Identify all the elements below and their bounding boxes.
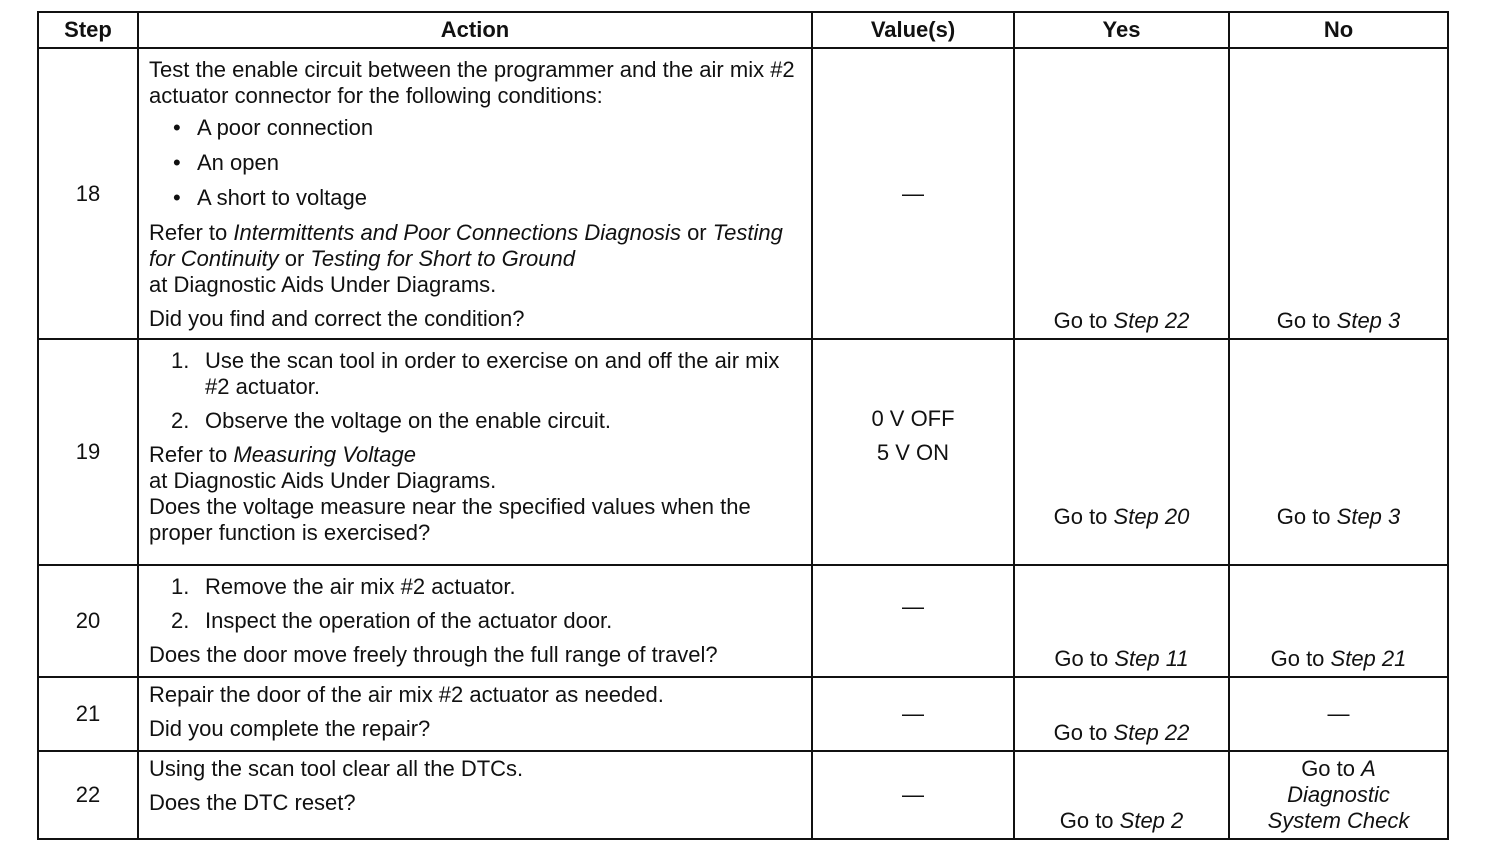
- goto-text: Go to: [1053, 308, 1114, 333]
- no-goto-line: [1230, 808, 1447, 834]
- action-cell: [138, 339, 812, 565]
- yes-step-link: Step 20: [1113, 504, 1190, 529]
- goto-text: Go to: [1054, 646, 1115, 671]
- no-step-link: A: [1361, 756, 1376, 781]
- yes-cell: [1014, 751, 1229, 839]
- goto-text: Go to: [1270, 646, 1331, 671]
- refer-prefix: Refer to: [149, 220, 234, 245]
- action-question: Did you complete the repair?: [149, 716, 431, 741]
- item-text: Inspect the operation of the actuator door.: [205, 608, 613, 633]
- table-row: [38, 565, 1448, 677]
- action-cell: [138, 565, 812, 677]
- no-step-link: Step 3: [1336, 308, 1401, 333]
- or-text: or: [278, 246, 311, 271]
- header-step: Step: [38, 12, 138, 48]
- header-values: Value(s): [812, 12, 1014, 48]
- action-cell: [138, 751, 812, 839]
- goto-text: Go to: [1053, 720, 1114, 745]
- action-question: Does the voltage measure near the specified values when the proper function is exercised?: [149, 494, 751, 545]
- action-cell: [138, 48, 812, 339]
- value-cell: —: [812, 565, 1014, 677]
- goto-text: Go to: [1053, 504, 1114, 529]
- yes-cell: [1014, 48, 1229, 339]
- action-question: Did you find and correct the condition?: [149, 306, 525, 331]
- yes-step-link: Step 22: [1113, 308, 1190, 333]
- goto-text: Go to: [1276, 504, 1337, 529]
- yes-cell: [1014, 677, 1229, 751]
- table-row: [38, 339, 1448, 565]
- table-row: [38, 751, 1448, 839]
- no-cell: [1229, 48, 1448, 339]
- reference-link: Testing for Short to Ground: [310, 246, 575, 271]
- yes-cell: [1014, 565, 1229, 677]
- list-item: [171, 608, 801, 634]
- list-item: • An open: [173, 150, 801, 176]
- value-cell: —: [812, 751, 1014, 839]
- value-cell: —: [812, 677, 1014, 751]
- header-row: [38, 12, 1448, 48]
- value-cell: [812, 339, 1014, 565]
- no-cell: —: [1229, 677, 1448, 751]
- table-row: [38, 677, 1448, 751]
- header-no: No: [1229, 12, 1448, 48]
- reference-link: Testing for Continuity: [149, 220, 783, 271]
- item-number: 2.: [171, 608, 190, 633]
- step-number: 19: [38, 339, 138, 565]
- goto-text: Go to: [1301, 756, 1362, 781]
- action-line: Using the scan tool clear all the DTCs.: [149, 756, 524, 781]
- action-cell: [138, 677, 812, 751]
- yes-step-link: Step 11: [1114, 646, 1189, 671]
- no-goto-line: [1230, 782, 1447, 808]
- step-number: 21: [38, 677, 138, 751]
- value-line: 0 V OFF: [871, 406, 955, 431]
- step-number: 22: [38, 751, 138, 839]
- table-row: [38, 48, 1448, 339]
- no-goto-line: [1230, 756, 1447, 782]
- step-number: 20: [38, 565, 138, 677]
- item-number: 1.: [171, 574, 190, 599]
- no-step-link: Step 21: [1330, 646, 1407, 671]
- no-cell: [1229, 339, 1448, 565]
- no-cell: [1229, 751, 1448, 839]
- no-step-link: System Check: [1267, 808, 1410, 833]
- condition-list: [149, 115, 801, 211]
- or-text: or: [680, 220, 713, 245]
- refer-suffix: at Diagnostic Aids Under Diagrams.: [149, 272, 497, 297]
- no-cell: [1229, 565, 1448, 677]
- list-item: [171, 348, 801, 400]
- refer-prefix: Refer to: [149, 442, 234, 467]
- item-text: Observe the voltage on the enable circuit.: [205, 408, 612, 433]
- yes-step-link: Step 2: [1119, 808, 1184, 833]
- item-number: 1.: [171, 348, 190, 373]
- item-text: Remove the air mix #2 actuator.: [205, 574, 516, 599]
- value-line: 5 V ON: [876, 440, 950, 465]
- value-cell: —: [812, 48, 1014, 339]
- no-step-link: Diagnostic: [1287, 782, 1390, 807]
- reference-link: Measuring Voltage: [233, 442, 417, 467]
- goto-text: Go to: [1059, 808, 1120, 833]
- yes-cell: [1014, 339, 1229, 565]
- refer-text: [149, 442, 801, 468]
- procedure-list: [149, 574, 801, 634]
- refer-text: [149, 220, 801, 272]
- no-step-link: Step 3: [1336, 504, 1401, 529]
- refer-suffix: at Diagnostic Aids Under Diagrams.: [149, 468, 497, 493]
- action-intro: Test the enable circuit between the programmer and the air mix #2 actuator connector for the following conditions:: [149, 57, 795, 108]
- header-yes: Yes: [1014, 12, 1229, 48]
- procedure-list: [149, 348, 801, 434]
- list-item: • A poor connection: [173, 115, 801, 141]
- diagnostic-table: [37, 11, 1449, 840]
- action-question: Does the door move freely through the full range of travel?: [149, 642, 718, 667]
- list-item: • A short to voltage: [173, 185, 801, 211]
- goto-text: Go to: [1276, 308, 1337, 333]
- action-line: Repair the door of the air mix #2 actuator as needed.: [149, 682, 664, 707]
- reference-link: Intermittents and Poor Connections Diagnosis: [233, 220, 681, 245]
- step-number: 18: [38, 48, 138, 339]
- action-question: Does the DTC reset?: [149, 790, 356, 815]
- list-item: [171, 408, 801, 434]
- item-text: Use the scan tool in order to exercise on and off the air mix #2 actuator.: [205, 348, 780, 399]
- list-item: [171, 574, 801, 600]
- header-action: Action: [138, 12, 812, 48]
- item-number: 2.: [171, 408, 190, 433]
- yes-step-link: Step 22: [1113, 720, 1190, 745]
